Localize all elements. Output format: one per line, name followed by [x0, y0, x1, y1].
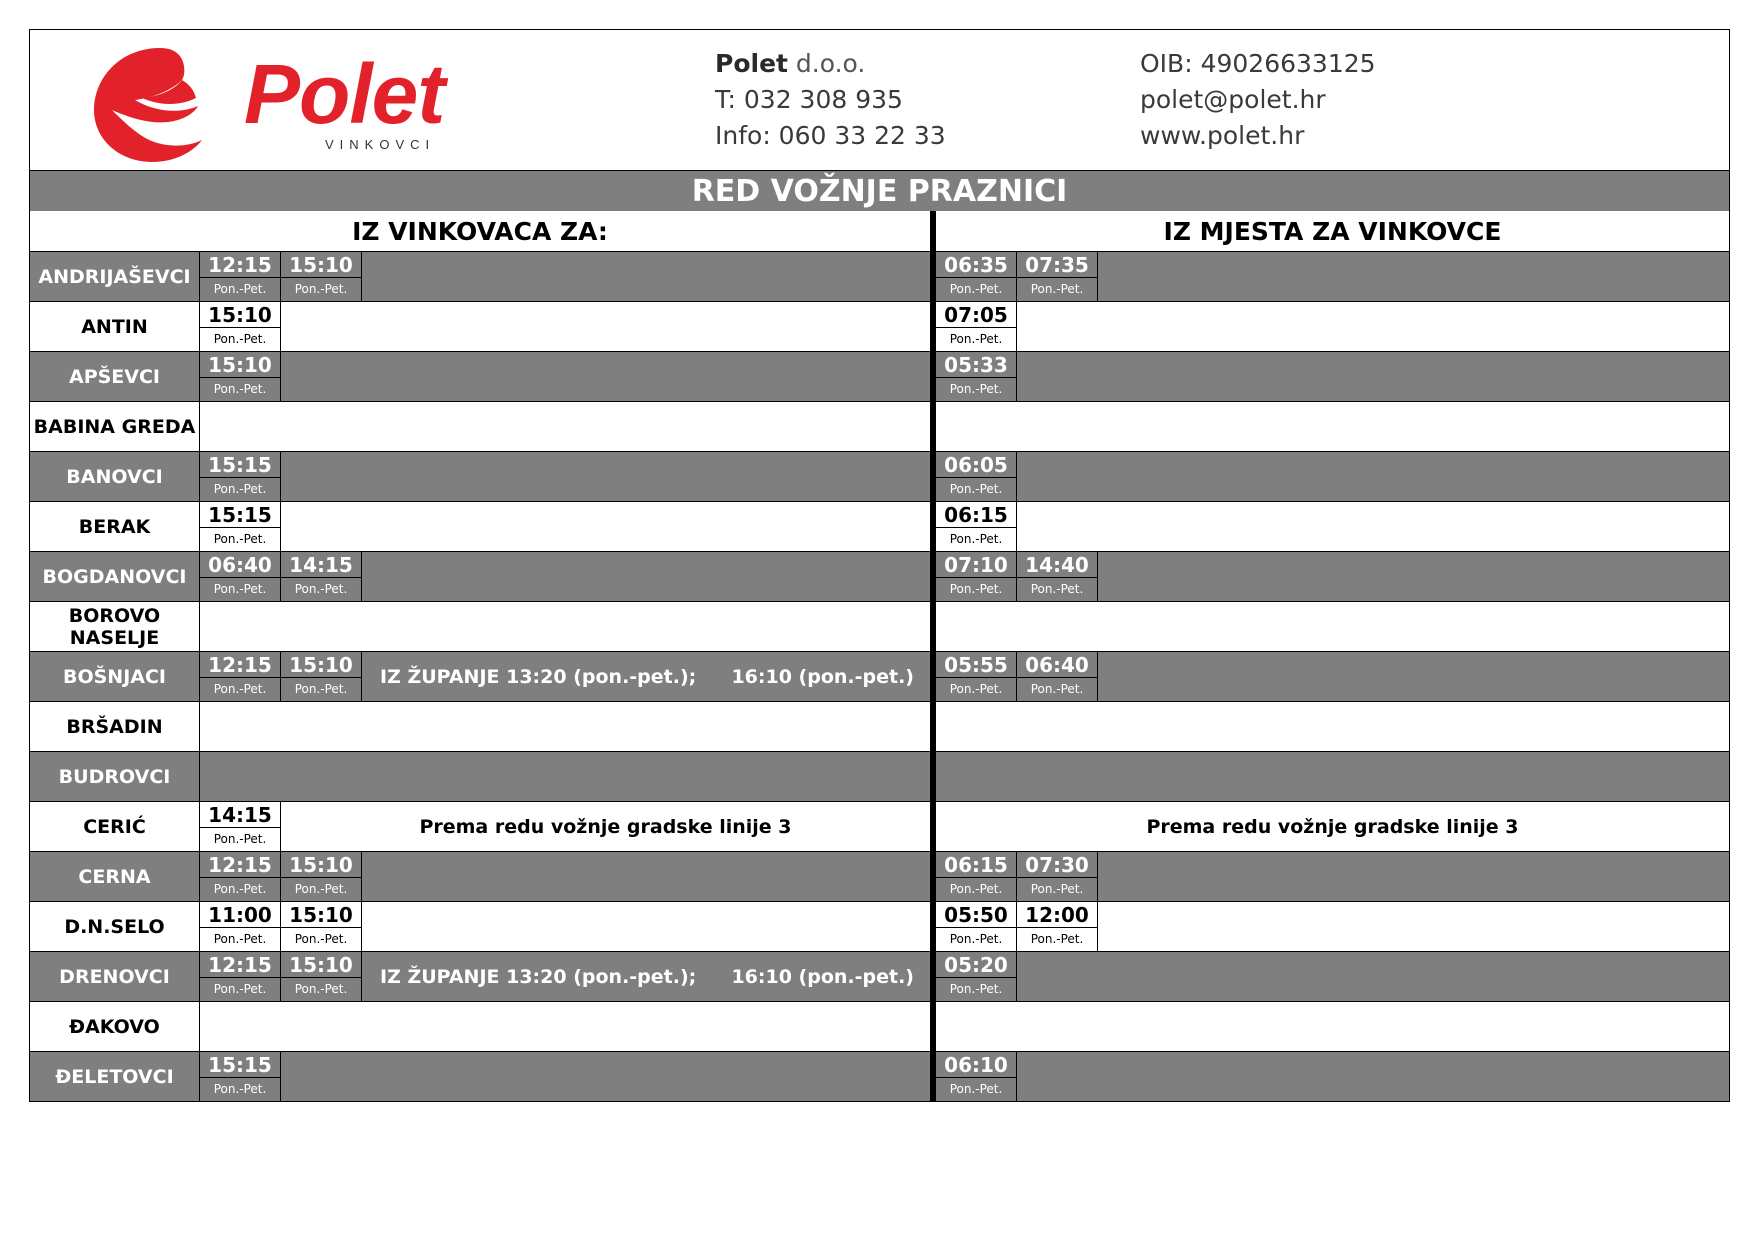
- departures-to-vinkovci: [936, 502, 1729, 551]
- departure-slot: [936, 452, 1017, 501]
- place-name: BOŠNJACI: [30, 652, 200, 701]
- service-days: Pon.-Pet.: [1030, 932, 1084, 946]
- departure-time: 14:40: [1017, 552, 1097, 578]
- place-name: ĐAKOVO: [30, 1002, 200, 1051]
- table-row: [30, 1002, 1729, 1052]
- departures-from-vinkovci: [200, 852, 930, 901]
- departure-time: 07:05: [936, 302, 1016, 328]
- table-row: [30, 952, 1729, 1002]
- departures-to-vinkovci: [936, 352, 1729, 401]
- departures-from-vinkovci: [200, 1052, 930, 1101]
- departures-to-vinkovci: [936, 702, 1729, 751]
- service-days: Pon.-Pet.: [213, 532, 267, 546]
- departure-time: 14:15: [200, 802, 280, 828]
- email-link[interactable]: polet@polet.hr: [1140, 85, 1326, 114]
- departure-time: 15:10: [281, 652, 361, 678]
- column-header-from: IZ VINKOVACA ZA:: [352, 217, 608, 246]
- place-name: APŠEVCI: [30, 352, 200, 401]
- departure-time: 06:05: [936, 452, 1016, 478]
- departure-slot: [936, 252, 1017, 301]
- service-days: Pon.-Pet.: [949, 1082, 1003, 1096]
- service-days: Pon.-Pet.: [213, 832, 267, 846]
- departure-slot: [200, 802, 281, 851]
- column-header-to: IZ MJESTA ZA VINKOVCE: [1163, 217, 1502, 246]
- service-days: Pon.-Pet.: [294, 932, 348, 946]
- departures-from-vinkovci: [200, 352, 930, 401]
- departure-slot: [200, 1052, 281, 1101]
- departure-time: 12:15: [200, 652, 280, 678]
- departures-to-vinkovci: [936, 752, 1729, 801]
- departures-to-vinkovci: [936, 802, 1729, 851]
- departures-from-vinkovci: [200, 652, 930, 701]
- departures-to-vinkovci: [936, 1052, 1729, 1101]
- departure-time: 12:15: [200, 852, 280, 878]
- departure-slot: [936, 852, 1017, 901]
- departure-slot: [281, 252, 362, 301]
- departure-slot: [200, 902, 281, 951]
- departure-time: 12:15: [200, 252, 280, 278]
- service-days: Pon.-Pet.: [294, 682, 348, 696]
- departure-slot: [200, 352, 281, 401]
- service-days: Pon.-Pet.: [949, 532, 1003, 546]
- website-link[interactable]: www.polet.hr: [1140, 121, 1305, 150]
- departure-time: 15:15: [200, 502, 280, 528]
- place-name: BANOVCI: [30, 452, 200, 501]
- service-days: Pon.-Pet.: [949, 282, 1003, 296]
- column-headers: [30, 211, 1729, 252]
- departures-from-vinkovci: [200, 802, 930, 851]
- departure-slot: [200, 452, 281, 501]
- info-number: Info: 060 33 22 33: [715, 121, 946, 150]
- place-name: ANDRIJAŠEVCI: [30, 252, 200, 301]
- service-days: Pon.-Pet.: [1030, 282, 1084, 296]
- departure-time: 07:30: [1017, 852, 1097, 878]
- service-days: Pon.-Pet.: [1030, 582, 1084, 596]
- departure-slot: [281, 902, 362, 951]
- departures-from-vinkovci: [200, 752, 930, 801]
- departure-time: 06:15: [936, 852, 1016, 878]
- departure-slot: [281, 952, 362, 1001]
- departures-to-vinkovci: [936, 1002, 1729, 1051]
- table-row: [30, 602, 1729, 652]
- departure-slot: [200, 302, 281, 351]
- departure-time: 12:00: [1017, 902, 1097, 928]
- oib: OIB: 49026633125: [1140, 49, 1376, 78]
- service-days: Pon.-Pet.: [294, 582, 348, 596]
- departure-slot: [936, 302, 1017, 351]
- place-name: CERIĆ: [30, 802, 200, 851]
- departure-time: 15:10: [200, 302, 280, 328]
- departure-slot: [936, 502, 1017, 551]
- departures-from-vinkovci: [200, 602, 930, 651]
- departure-time: 06:40: [1017, 652, 1097, 678]
- service-days: Pon.-Pet.: [213, 1082, 267, 1096]
- service-days: Pon.-Pet.: [1030, 682, 1084, 696]
- note-extra-time: 16:10 (pon.-pet.): [731, 965, 914, 988]
- page-title: RED VOŽNJE PRAZNICI: [29, 171, 1730, 211]
- service-days: Pon.-Pet.: [949, 932, 1003, 946]
- departure-slot: [200, 652, 281, 701]
- departures-from-vinkovci: [200, 702, 930, 751]
- timetable-sheet: [29, 29, 1730, 1102]
- note-zupanje: IZ ŽUPANJE 13:20 (pon.-pet.);: [380, 665, 697, 688]
- service-days: Pon.-Pet.: [949, 582, 1003, 596]
- departure-time: 05:50: [936, 902, 1016, 928]
- place-name: BABINA GREDA: [30, 402, 200, 451]
- table-row: [30, 652, 1729, 702]
- departure-slot: [200, 552, 281, 601]
- departures-from-vinkovci: [200, 552, 930, 601]
- departure-time: 07:35: [1017, 252, 1097, 278]
- table-row: [30, 752, 1729, 802]
- company-contact: [715, 46, 946, 154]
- table-row: [30, 452, 1729, 502]
- departure-time: 05:20: [936, 952, 1016, 978]
- departures-from-vinkovci: [200, 252, 930, 301]
- departure-slot: [1017, 252, 1098, 301]
- departure-slot: [281, 852, 362, 901]
- service-days: Pon.-Pet.: [213, 582, 267, 596]
- departure-time: 15:10: [281, 252, 361, 278]
- table-row: [30, 352, 1729, 402]
- route-note: [380, 652, 930, 701]
- table-row: [30, 902, 1729, 952]
- departure-slot: [936, 902, 1017, 951]
- departure-slot: [281, 552, 362, 601]
- service-days: Pon.-Pet.: [949, 382, 1003, 396]
- place-name: CERNA: [30, 852, 200, 901]
- departure-time: 15:10: [200, 352, 280, 378]
- departure-time: 15:15: [200, 452, 280, 478]
- departure-time: 11:00: [200, 902, 280, 928]
- table-row: [30, 302, 1729, 352]
- departure-slot: [1017, 852, 1098, 901]
- service-days: Pon.-Pet.: [294, 282, 348, 296]
- departure-slot: [936, 552, 1017, 601]
- service-days: Pon.-Pet.: [213, 382, 267, 396]
- city-line-note: Prema redu vožnje gradske linije 3: [1146, 815, 1519, 838]
- departure-slot: [936, 352, 1017, 401]
- table-row: [30, 402, 1729, 452]
- service-days: Pon.-Pet.: [294, 882, 348, 896]
- departure-slot: [936, 652, 1017, 701]
- city-line-note: Prema redu vožnje gradske linije 3: [419, 815, 792, 838]
- departures-to-vinkovci: [936, 402, 1729, 451]
- schedule-table: [29, 211, 1730, 1102]
- departures-to-vinkovci: [936, 852, 1729, 901]
- departures-to-vinkovci: [936, 952, 1729, 1001]
- service-days: Pon.-Pet.: [213, 282, 267, 296]
- table-row: [30, 552, 1729, 602]
- departures-from-vinkovci: [200, 302, 930, 351]
- departure-slot: [1017, 652, 1098, 701]
- departure-slot: [200, 252, 281, 301]
- departures-from-vinkovci: [200, 502, 930, 551]
- service-days: Pon.-Pet.: [949, 332, 1003, 346]
- place-name: ANTIN: [30, 302, 200, 351]
- departures-to-vinkovci: [936, 602, 1729, 651]
- service-days: Pon.-Pet.: [213, 332, 267, 346]
- departures-to-vinkovci: [936, 902, 1729, 951]
- phone-number: T: 032 308 935: [715, 85, 903, 114]
- place-name: BUDROVCI: [30, 752, 200, 801]
- service-days: Pon.-Pet.: [949, 482, 1003, 496]
- departures-to-vinkovci: [936, 552, 1729, 601]
- place-name: BOROVO NASELJE: [30, 602, 200, 651]
- service-days: Pon.-Pet.: [1030, 882, 1084, 896]
- departure-time: 15:10: [281, 852, 361, 878]
- service-days: Pon.-Pet.: [213, 882, 267, 896]
- departure-slot: [1017, 552, 1098, 601]
- service-days: Pon.-Pet.: [949, 682, 1003, 696]
- departure-time: 05:55: [936, 652, 1016, 678]
- table-row: [30, 852, 1729, 902]
- departure-slot: [1017, 902, 1098, 951]
- departures-from-vinkovci: [200, 952, 930, 1001]
- departure-time: 06:15: [936, 502, 1016, 528]
- departure-slot: [200, 502, 281, 551]
- place-name: DRENOVCI: [30, 952, 200, 1001]
- departures-to-vinkovci: [936, 302, 1729, 351]
- departure-time: 14:15: [281, 552, 361, 578]
- note-extra-time: 16:10 (pon.-pet.): [731, 665, 914, 688]
- departure-time: 15:15: [200, 1052, 280, 1078]
- departures-to-vinkovci: [936, 452, 1729, 501]
- departures-from-vinkovci: [200, 902, 930, 951]
- brand-name: Polet: [244, 47, 445, 141]
- service-days: Pon.-Pet.: [949, 982, 1003, 996]
- departure-time: 06:40: [200, 552, 280, 578]
- place-name: BRŠADIN: [30, 702, 200, 751]
- brand-subtitle: VINKOVCI: [325, 137, 436, 152]
- place-name: D.N.SELO: [30, 902, 200, 951]
- departure-slot: [936, 1052, 1017, 1101]
- table-row: [30, 502, 1729, 552]
- table-row: [30, 802, 1729, 852]
- departure-slot: [200, 952, 281, 1001]
- service-days: Pon.-Pet.: [213, 982, 267, 996]
- service-days: Pon.-Pet.: [294, 982, 348, 996]
- departure-time: 12:15: [200, 952, 280, 978]
- company-ids: [1140, 46, 1376, 154]
- departure-time: 05:33: [936, 352, 1016, 378]
- service-days: Pon.-Pet.: [213, 482, 267, 496]
- place-name: BERAK: [30, 502, 200, 551]
- route-note: [380, 952, 930, 1001]
- table-row: [30, 252, 1729, 302]
- departure-time: 15:10: [281, 952, 361, 978]
- departures-to-vinkovci: [936, 652, 1729, 701]
- departure-time: 06:35: [936, 252, 1016, 278]
- departure-time: 15:10: [281, 902, 361, 928]
- departures-to-vinkovci: [936, 252, 1729, 301]
- departure-slot: [200, 852, 281, 901]
- service-days: Pon.-Pet.: [949, 882, 1003, 896]
- schedule-rows: [30, 252, 1729, 1101]
- departure-slot: [281, 652, 362, 701]
- departure-time: 07:10: [936, 552, 1016, 578]
- table-row: [30, 1052, 1729, 1101]
- service-days: Pon.-Pet.: [213, 682, 267, 696]
- service-days: Pon.-Pet.: [213, 932, 267, 946]
- header: [29, 29, 1730, 171]
- departures-from-vinkovci: [200, 452, 930, 501]
- departures-from-vinkovci: [200, 1002, 930, 1051]
- departure-slot: [936, 952, 1017, 1001]
- company-name: Polet d.o.o.: [715, 49, 866, 78]
- place-name: BOGDANOVCI: [30, 552, 200, 601]
- departure-time: 06:10: [936, 1052, 1016, 1078]
- departures-from-vinkovci: [200, 402, 930, 451]
- place-name: ĐELETOVCI: [30, 1052, 200, 1101]
- table-row: [30, 702, 1729, 752]
- note-zupanje: IZ ŽUPANJE 13:20 (pon.-pet.);: [380, 965, 697, 988]
